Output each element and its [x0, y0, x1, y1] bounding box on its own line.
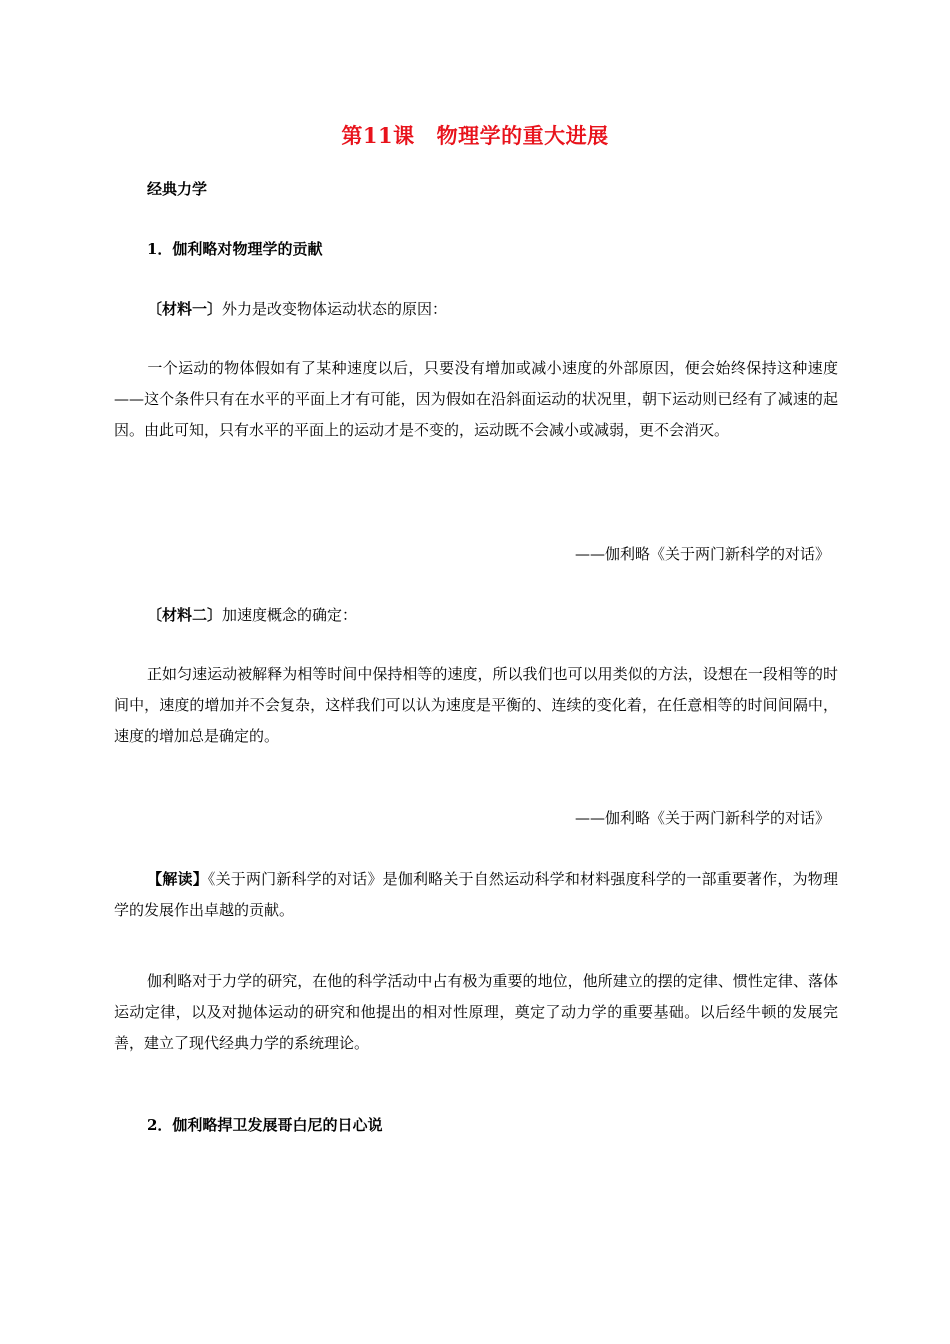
material-one-source: ——伽利略《关于两门新科学的对话》	[574, 545, 830, 563]
material-two-tag: 〔材料二〕	[147, 606, 223, 624]
material-two-label: 加速度概念的确定：	[222, 606, 358, 624]
galileo-mechanics-paragraph	[114, 966, 838, 1059]
material-one-label: 外力是改变物体运动状态的原因：	[222, 300, 448, 318]
material-two-text: 正如匀速运动被解释为相等时间中保持相等的速度，所以我们也可以用类似的方法，设想在一段相等的时间中，速度的增加并不会复杂，这样我们可以认为速度是平衡的、连续的变化着，在任意相等的时间间隔中，速度的增加总是确定的。	[114, 665, 838, 745]
material-two-heading	[147, 604, 357, 625]
galileo-mechanics-text: 伽利略对于力学的研究，在他的科学活动中占有极为重要的地位，他所建立的摆的定律、惯性定律、落体运动定律，以及对抛体运动的研究和他提出的相对性原理，奠定了动力学的重要基础。以后经牛顿的发展完善，建立了现代经典力学的系统理论。	[114, 972, 838, 1052]
lesson-number: 第11课	[341, 123, 415, 148]
interpretation-paragraph	[114, 864, 838, 926]
material-one-paragraph	[114, 353, 838, 446]
material-two-paragraph	[114, 659, 838, 752]
material-one-tag: 〔材料一〕	[147, 300, 223, 318]
interpretation-text: 《关于两门新科学的对话》是伽利略关于自然运动科学和材料强度科学的一部重要著作，为物理学的发展作出卓越的贡献。	[114, 870, 838, 919]
heading-galileo-contribution: 1．伽利略对物理学的贡献	[147, 240, 323, 258]
page-title	[0, 120, 950, 150]
material-two-source: ——伽利略《关于两门新科学的对话》	[574, 809, 830, 827]
material-one-text: 一个运动的物体假如有了某种速度以后，只要没有增加或减小速度的外部原因，便会始终保持这种速度——这个条件只有在水平的平面上才有可能，因为假如在沿斜面运动的状况里，朝下运动则已经有了减速的起因。由此可知，只有水平的平面上的运动才是不变的，运动既不会减小或减弱，更不会消灭。	[114, 359, 838, 439]
section-heading: 经典力学	[147, 180, 208, 198]
interpretation-tag: 【解读】	[147, 870, 208, 888]
material-one-heading	[147, 298, 447, 319]
heading-heliocentric: 2．伽利略捍卫发展哥白尼的日心说	[147, 1116, 383, 1134]
lesson-name: 物理学的重大进展	[436, 123, 609, 148]
